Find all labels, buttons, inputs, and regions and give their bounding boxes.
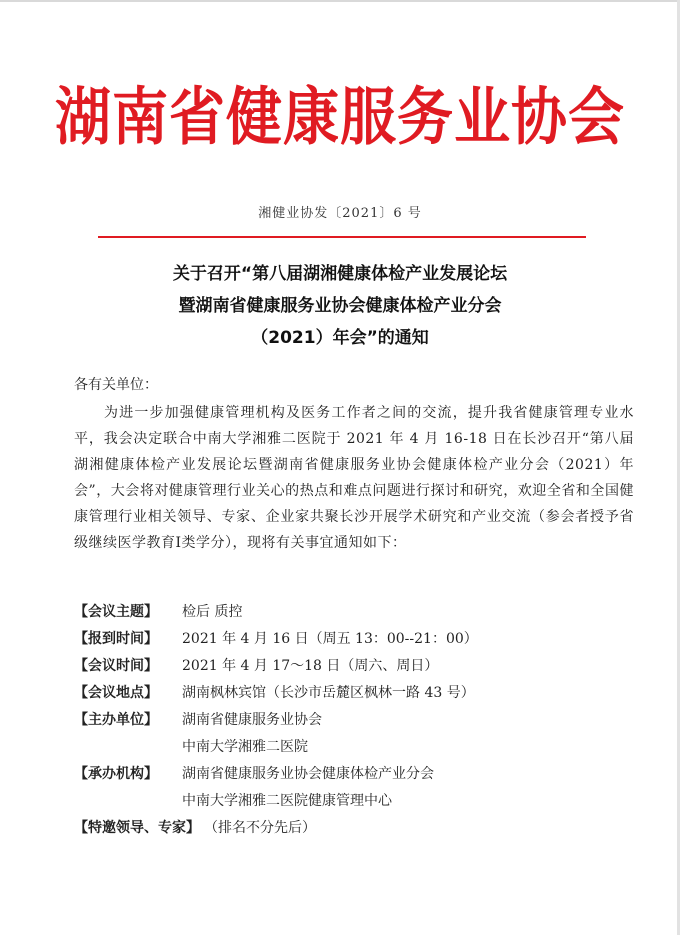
notice-title-line-2: 暨湖南省健康服务业协会健康体检产业分会	[178, 296, 502, 316]
info-row-organizer	[74, 761, 654, 788]
info-row-meeting-time	[74, 653, 654, 680]
salutation: 各有关单位：	[74, 377, 158, 393]
meeting-info-list	[74, 599, 654, 842]
scan-edge-top	[0, 0, 680, 2]
red-divider-line	[98, 236, 586, 238]
info-row-checkin	[74, 626, 654, 653]
host-value-2: 中南大学湘雅二医院	[182, 739, 308, 755]
meeting-time-label: 【会议时间】	[74, 658, 158, 674]
info-row-theme	[74, 599, 654, 626]
venue-label: 【会议地点】	[74, 685, 158, 701]
notice-body	[74, 372, 634, 558]
info-row-guests	[74, 815, 654, 842]
guests-value: （排名不分先后）	[204, 820, 316, 836]
organizer-value-1: 湖南省健康服务业协会健康体检产业分会	[182, 766, 434, 782]
checkin-value: 2021 年 4 月 16 日（周五 13：00--21：00）	[182, 631, 478, 647]
theme-value: 检后 质控	[182, 604, 243, 620]
intro-paragraph: 为进一步加强健康管理机构及医务工作者之间的交流，提升我省健康管理专业水平，我会决定联合中南大学湘雅二医院于 2021 年 4 月 16-18 日在长沙召开“第八届湖湘健康体检产业发展论坛暨湖南省健康服务业协会健康体检产业分会（2021）年会”，大会将对健康管理行业关心的热点和难点问题进行探讨和研究，欢迎全省和全国健康管理行业相关领导、专家、企业家共聚长沙开展学术研究和产业交流（参会者授予省级继续医学教育Ⅰ类学分），现将有关事宜通知如下：	[74, 405, 634, 551]
meeting-time-value: 2021 年 4 月 17～18 日（周六、周日）	[182, 658, 439, 674]
organizer-label: 【承办机构】	[74, 766, 158, 782]
venue-value: 湖南枫林宾馆（长沙市岳麓区枫林一路 43 号）	[182, 685, 475, 701]
organizer-value-2: 中南大学湘雅二医院健康管理中心	[182, 793, 392, 809]
organization-title: 湖南省健康服务业协会	[55, 80, 625, 154]
theme-label: 【会议主题】	[74, 604, 158, 620]
document-number: 湘健业协发〔2021〕6 号	[258, 206, 422, 221]
info-row-venue	[74, 680, 654, 707]
notice-title	[0, 258, 680, 354]
host-value-1: 湖南省健康服务业协会	[182, 712, 322, 728]
checkin-label: 【报到时间】	[74, 631, 158, 647]
host-label: 【主办单位】	[74, 712, 158, 728]
info-row-host	[74, 707, 654, 734]
notice-title-line-1: 关于召开“第八届湖湘健康体检产业发展论坛	[172, 264, 508, 284]
notice-title-line-3: （2021）年会”的通知	[251, 328, 429, 348]
guests-label: 【特邀领导、专家】	[74, 820, 200, 836]
